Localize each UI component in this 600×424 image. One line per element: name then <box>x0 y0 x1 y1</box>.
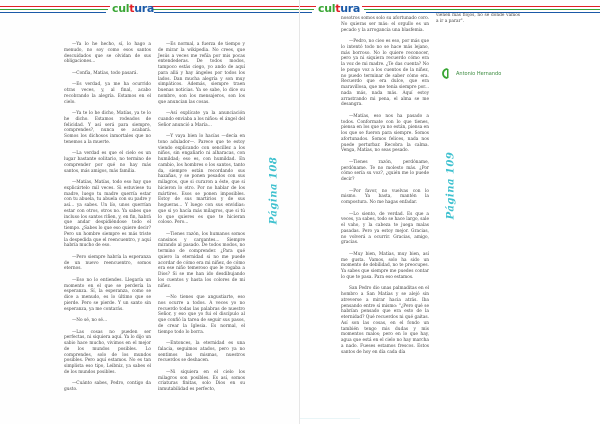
header-stripe-blue-right <box>154 12 300 13</box>
header-stripe-red-r1 <box>300 6 316 7</box>
header-stripe-green-r2 <box>364 9 600 10</box>
paragraph: —Así explícate ya la anunciación cuando enviaba a los niños: el ángel del Señor anunció a María... <box>158 111 245 128</box>
left-column-1 <box>64 42 151 393</box>
magazine-logo-right <box>318 2 360 15</box>
paragraph: —Tienes razón, perdóname, perdóname. Te no molesto más. ¿Por cómo sería su voz?, ¿quién me lo puede decir? <box>341 159 429 182</box>
logo-part-2: t <box>129 2 135 15</box>
paragraph: —Entonces, la eternidad es una falacia, seguimos atados, pero ya no sentimos las mismas, nuestros recuerdos se deshacen. <box>158 341 245 364</box>
paragraph: —No tienes que angustiarte, eso nos ocurre a todos. A veces yo no recuerdo todas las palabras de nuestro Señor, y eso que yo fui el discípulo al que confió la tarea de seguir sus pasos, de crear la Iglesia. Es normal, el tiempo todo lo borra. <box>158 295 245 335</box>
paragraph: —Ya lo he hecho, sí, lo hago a menudo, no soy como esos santos descuidados que se olvidan de sus obligaciones... <box>64 42 151 65</box>
paragraph: —No sé, no sé... <box>72 318 108 323</box>
logo-part-3: ura <box>340 2 360 15</box>
magazine-logo <box>112 2 154 15</box>
paragraph: —Matías, eso nos ha pasado a todos. Conformate con lo que tienes, piensa en los que ya no están, piensa en los que se fueron para siempre. Somos afortunados. Somos felices, nada nos puede perturbar. Recobra la calma. Venga, Matías, no seas pesado. <box>341 113 429 154</box>
header-stripe-blue-r1 <box>300 12 312 13</box>
paragraph: —Es normal, a fuerza de tiempo y de mirar la wikipedia. No crees, que Jesús a veces me reñía por mis pocas entendederas. De todos modos, tampoco estás ciego, yo ando de aquí para allá y hay ángeles por todos los lados. Dan mucha alegría y son muy simpáticos. Además, siempre traen buenas noticias. Ya se sabe, lo dice su nombre, son los mensajeros, son los que anuncian las cosas. <box>158 42 245 105</box>
header-stripe-blue <box>0 12 106 13</box>
page-number-left: Página 108 <box>268 156 280 225</box>
header-stripe-red <box>0 6 110 7</box>
header-stripe-green-right <box>152 9 300 10</box>
paragraph: —Pedro, no cieo es eso, por más que lo intentó todo no se hace más lejano, más borroso. No lo quiere reconocer, pero ya ni siquiera recuerdo cómo era la voz de mi madre. ¿Te das cuenta? No le pongo voz a los cuentos de la niñez, no puedo terminar de saber cómo era. Recuerdo que era dulce, que era maravillosa, que me tenía siempre por... nada más, nada más. Aquí estoy arrastrando mi pena, el alma se me desangra. <box>341 39 429 108</box>
header-stripe-green <box>0 9 108 10</box>
continuation-text: vienen más flojos, no sé dónde vamos a ir a parar". <box>436 13 520 24</box>
paragraph: —Cuánto sabes, Pedro, contigo da gusto. <box>64 381 151 392</box>
author-credit <box>442 68 501 79</box>
logo-part-1: cul <box>318 2 336 15</box>
paragraph: —Eso no lo entiendes. Llegaría un momento en el que se perdería la esperanza. Sí, la esperanza, como se dice a menudo, es lo último que se pierde. Pero se pierde. Y un santo sin esperanza, ya me contarás. <box>64 277 151 312</box>
header-stripe-green-r1 <box>300 9 314 10</box>
paragraph: —La verdad es que el cielo es un lugar bastante solitario, no termino de comprender por qué no hay más santos, más amigos, más familia. <box>64 151 151 174</box>
paragraph: —Matías, Matías, todo eso hay que explicártelo mil veces. Si estuviese tu madre, luego tu madre querría estar con tu abuela, tu abuela con su padre y así... ya sabes. Un lío, unos querrían estar con otros, otros no. Ya sabes que incluso los santos riñen, y, en fin, habrá que andar despidiéndose todo el tiempo. ¿Sabes lo que eso quiere decir? Pero un hombre siempre es más triste la despedida que el reencuentro, y aquí habría mucho de eso. <box>64 180 151 249</box>
header-stripe-red-right <box>150 6 300 7</box>
author-name: Antonio Hernando <box>456 70 502 77</box>
left-column-2 <box>158 42 245 393</box>
right-column-1 <box>341 16 429 355</box>
paragraph: nosotros somos solo su afortunado coro. No quieras ser más: el orgullo es un pecado y la arrogancia una blasfemia. <box>341 16 429 33</box>
paragraph: —Tienes razón, los humanos somos cansinos y cargantes... Siempre mirando al pasado. De todos modos, no termino de comprender. ¿Para qué quiero la eternidad si no me puede acordar de cómo era mi niñez, de cómo era ese niño temeroso que le rogaba a Dios? Si se me han ido desdibujando los cuentos y hasta los colores de mi niñez. <box>158 231 245 289</box>
paragraph: —Pero siempre habría la esperanza de un nuevo reencuentro, somos eternos. <box>64 254 151 272</box>
logo-part-3: ura <box>134 2 154 15</box>
paragraph: —Las cosas no pueden ser perfectas, ni siquiera aquí. Ya lo dijo un sabio hace mucho, vivimos en el mejor de los mundos posibles. Lo comprendes, solo de los mundos posibles. Pero aquí estamos. No es tan simplista eso tipo, Leibniz, ya sabes el de los mundos posibles. <box>64 329 151 375</box>
paragraph: San Pedro dio unas palmaditas en el hombro a San Matías y se alejó sin atreverse a mirar hacia atrás. Iba pensando entre sí mismo: "¿Pero qué se habrían pensado que era esto de la eternidad? Qué recuerdos ni qué gaitas. Así son las cosas, en el fondo un también tengo mis dudas y mis momentos malos; pero en lo que hay, agua que está en el cielo no hay marcha a nado. Fueses estamos frescos. Estos santos de hoy en día cada día <box>341 286 429 355</box>
footer-rule <box>300 418 360 419</box>
logo-part-2: t <box>335 2 341 15</box>
paragraph: —Lo siento, de verdad. Es que a veces, ya sabes, todo se hace largo, sale el vaho, y la cabeza te juega malas pasadas. Pero ya estoy mejor. Gracias, no volverá a ocurrir. Gracias, amigo, gracias. <box>341 211 429 246</box>
logo-part-1: cul <box>112 2 130 15</box>
author-logo-icon <box>442 68 453 79</box>
paragraph: —Muy bien, Matías, muy bien, así me gusta. Vamos, solo ha sido un momento de debilidad, no te preocupes. Ya sabes que siempre me puedes contar lo que te pasa. Para eso estamos. <box>341 251 429 280</box>
header-stripe-red-r2 <box>362 6 600 7</box>
paragraph: —Es verdad, ya me ha ocurrido otras veces, y, al final, acabo recobrando la alegría. Estamos en el cielo. <box>64 82 151 105</box>
paragraph: —Por favor, no vuelvas con lo mismo. Ya basta, mantén la compostura. No me hagas enfadar. <box>341 188 429 205</box>
page-number-right: Página 109 <box>445 151 457 220</box>
paragraph: —Y vaya bien lo hacías —decía en tono adulador—. Parece que te estoy viendo explicando con sencillez a los niños, sin engañarlo ni alharacas, con humildad; eso es, con humildad. En cambio, los hombres o los santos, tanto da, siempre están recordando sus hazañas, y se ponen pesados con sus milagros, que si curaron a éste, que si hicieron lo otro. Por no hablar de los mártires. Esos se ponen imposibles. Estoy de sus martirios y de sus hogueras... Y luego con sus envidias: que si yo hacía más milagros, que si tú lo que quieres es que te hicieran coloso. Pero... <box>158 134 245 226</box>
paragraph: —Confía, Matías, todo pasará. <box>72 70 138 76</box>
paragraph: —Ya te lo he dicho, Matías, ya te lo he dicho. Estamos rodeados de felicidad. Y así será para siempre, comprendes?, nunca se acabará. Somos los dichosos inmortales que no tenemos a la muerte. <box>64 111 151 145</box>
paragraph: —Ni siquiera en el cielo los milagros son posibles. Es así, somos criaturas finitas, solo Dios en su inmutabilidad es perfecto, <box>158 369 245 392</box>
